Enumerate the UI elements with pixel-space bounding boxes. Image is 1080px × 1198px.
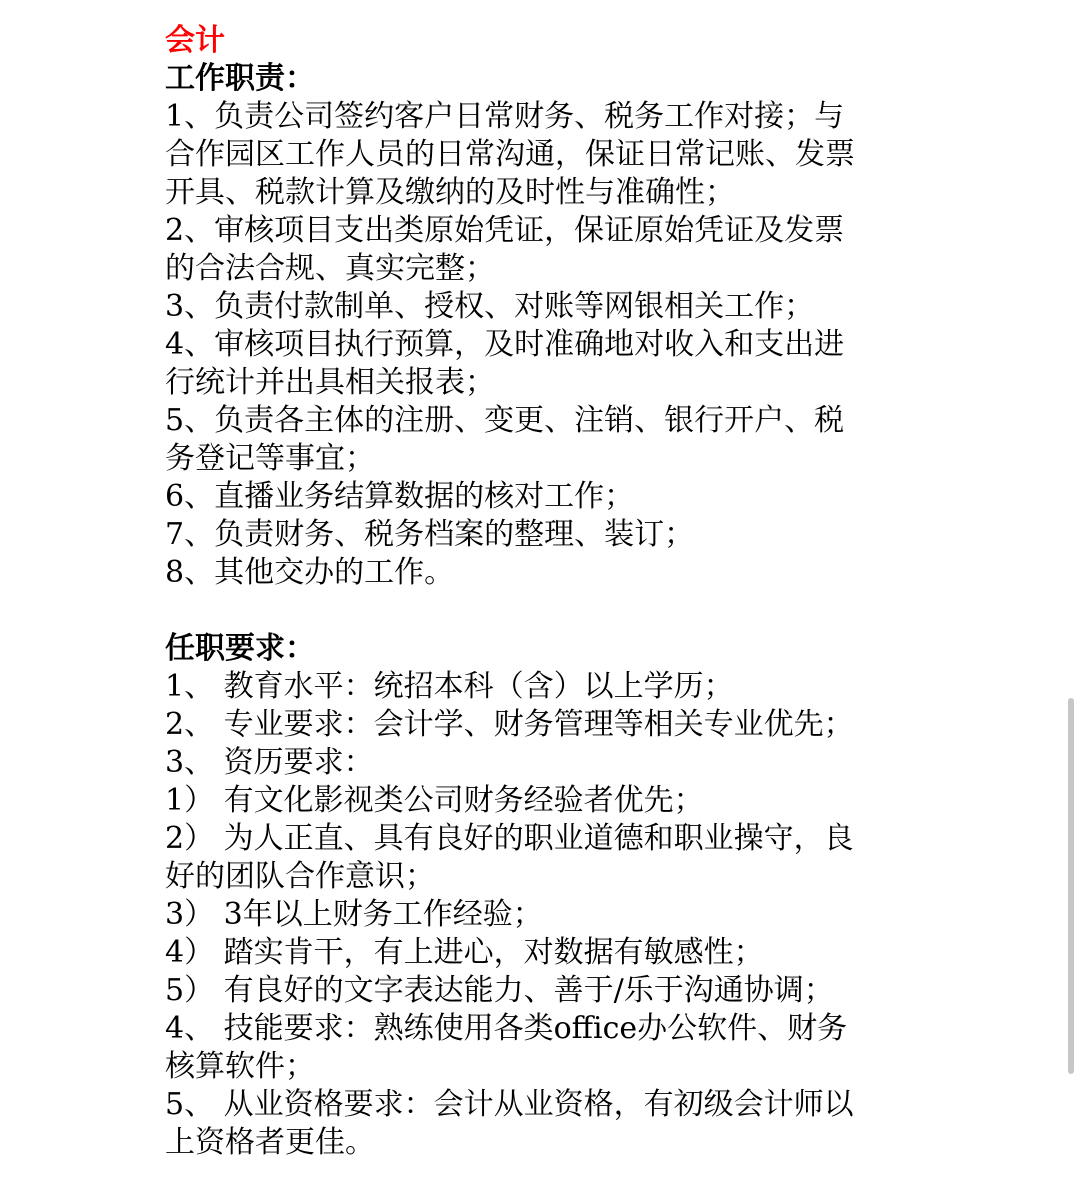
requirement-line: 5） 有良好的文字表达能力、善于/乐于沟通协调； <box>165 973 834 1008</box>
requirement-line: 4） 踏实肯干，有上进心，对数据有敏感性； <box>165 935 764 970</box>
requirements-heading: 任职要求： <box>165 631 315 666</box>
requirement-line: 3、 资历要求： <box>165 745 374 780</box>
job-description <box>165 22 925 1162</box>
responsibility-line: 的合法合规、真实完整； <box>165 251 495 286</box>
requirement-line: 5、 从业资格要求：会计从业资格，有初级会计师以 <box>165 1087 854 1122</box>
requirement-line: 3） 3年以上财务工作经验； <box>165 897 543 932</box>
responsibilities-heading: 工作职责： <box>165 61 315 96</box>
requirements-list <box>165 668 925 1162</box>
section-spacer <box>165 592 925 630</box>
responsibility-line: 2、审核项目支出类原始凭证，保证原始凭证及发票 <box>165 213 845 248</box>
responsibility-line: 4、审核项目执行预算，及时准确地对收入和支出进 <box>165 327 845 362</box>
responsibility-line: 6、直播业务结算数据的核对工作； <box>165 479 635 514</box>
requirement-line: 核算软件； <box>165 1049 315 1084</box>
scrollbar-thumb[interactable] <box>1068 698 1074 1074</box>
responsibilities-list <box>165 98 925 592</box>
responsibility-line: 3、负责付款制单、授权、对账等网银相关工作； <box>165 289 815 324</box>
requirement-line: 1、 教育水平：统招本科（含）以上学历； <box>165 669 734 704</box>
vertical-scrollbar[interactable] <box>1064 0 1076 1198</box>
responsibility-line: 1、负责公司签约客户日常财务、税务工作对接；与 <box>165 99 845 134</box>
requirement-line: 2、 专业要求：会计学、财务管理等相关专业优先； <box>165 707 854 742</box>
responsibility-line: 8、其他交办的工作。 <box>165 555 455 590</box>
requirement-line: 好的团队合作意识； <box>165 859 435 894</box>
responsibility-line: 开具、税款计算及缴纳的及时性与准确性； <box>165 175 735 210</box>
requirement-line: 1） 有文化影视类公司财务经验者优先； <box>165 783 704 818</box>
requirement-line: 4、 技能要求：熟练使用各类office办公软件、财务 <box>165 1011 848 1046</box>
job-title: 会计 <box>165 23 225 58</box>
requirement-line: 2） 为人正直、具有良好的职业道德和职业操守，良 <box>165 821 854 856</box>
requirement-line: 上资格者更佳。 <box>165 1125 375 1160</box>
responsibility-line: 合作园区工作人员的日常沟通，保证日常记账、发票 <box>165 137 855 172</box>
responsibility-line: 5、负责各主体的注册、变更、注销、银行开户、税 <box>165 403 845 438</box>
responsibility-line: 7、负责财务、税务档案的整理、装订； <box>165 517 695 552</box>
responsibility-line: 务登记等事宜； <box>165 441 375 476</box>
responsibility-line: 行统计并出具相关报表； <box>165 365 495 400</box>
